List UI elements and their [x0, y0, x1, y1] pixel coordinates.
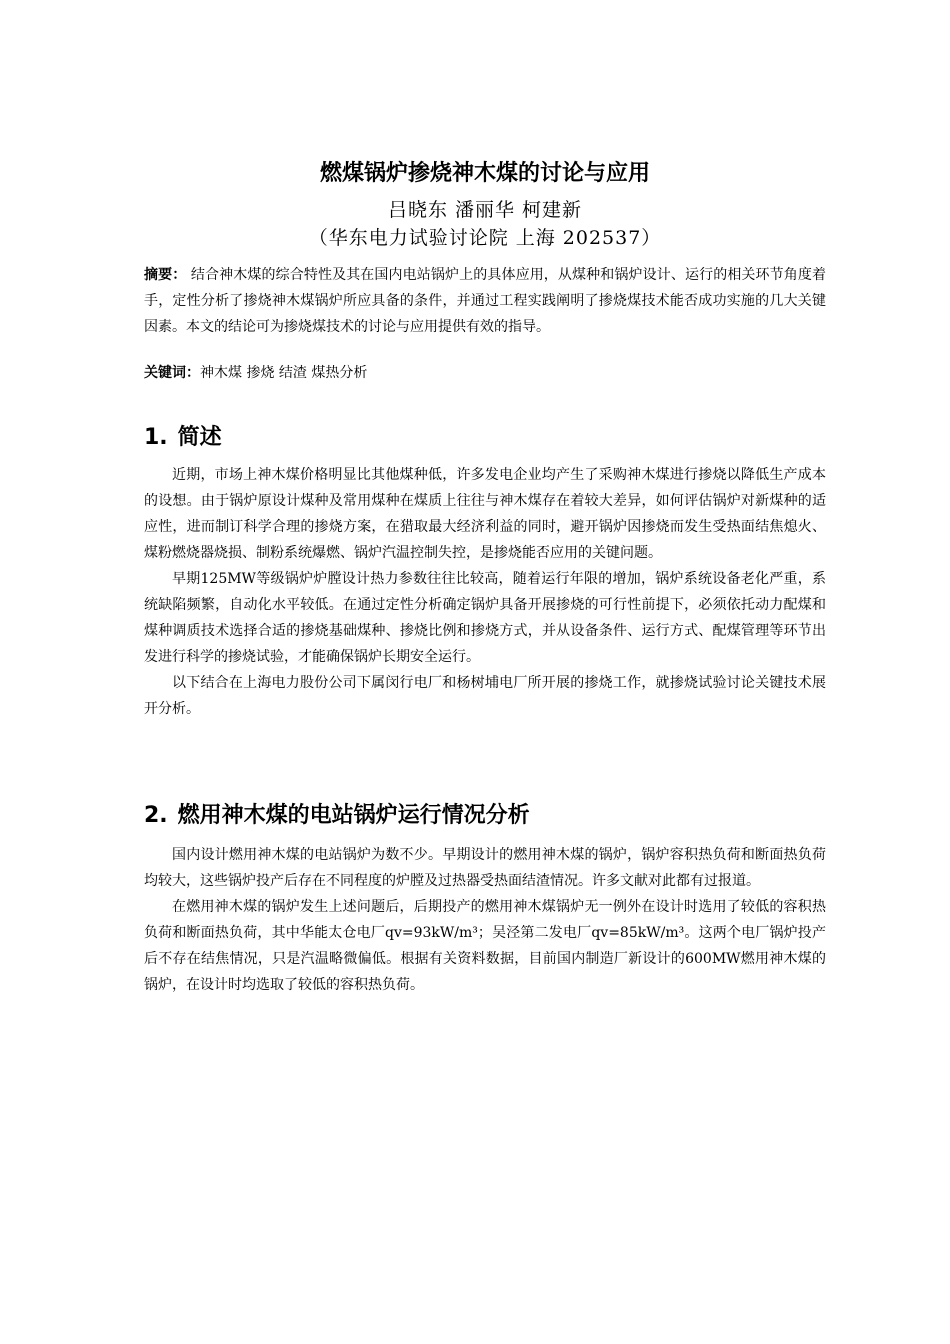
section-2-paragraph-1: 国内设计燃用神木煤的电站锅炉为数不少。早期设计的燃用神木煤的锅炉，锅炉容积热负荷和断面热负荷均较大，这些锅炉投产后存在不同程度的炉膛及过热器受热面结渣情况。许多文献对此都有过报道。 — [144, 847, 826, 889]
abstract-text: 结合神木煤的综合特性及其在国内电站锅炉上的具体应用，从煤种和锅炉设计、运行的相关环节角度着手，定性分析了掺烧神木煤锅炉所应具备的条件，并通过工程实践阐明了掺烧煤技术能否成功实施的几大关键因素。本文的结论可为掺烧煤技术的讨论与应用提供有效的指导。 — [144, 267, 827, 335]
section-1-body — [144, 462, 826, 722]
paper-title: 燃煤锅炉掺烧神木煤的讨论与应用 — [319, 161, 650, 186]
section-1-number: 1. — [144, 425, 168, 450]
abstract — [144, 262, 826, 340]
paper-authors: 吕晓东 潘丽华 柯建新 — [387, 199, 583, 221]
section-1-paragraph-2: 早期125MW等级锅炉炉膛设计热力参数往往比较高，随着运行年限的增加，锅炉系统设备老化严重，系统缺陷频繁，自动化水平较低。在通过定性分析确定锅炉具备开展掺烧的可行性前提下，必须依托动力配煤和煤种调质技术选择合适的掺烧基础煤种、掺烧比例和掺烧方式，并从设备条件、运行方式、配煤管理等环节出发进行科学的掺烧试验，才能确保锅炉长期安全运行。 — [144, 571, 826, 665]
section-2-body — [144, 842, 826, 998]
section-1-title: 简述 — [177, 425, 222, 450]
keywords — [144, 360, 826, 386]
section-1-paragraph-3: 以下结合在上海电力股份公司下属闵行电厂和杨树埔电厂所开展的掺烧工作，就掺烧试验讨论关键技术展开分析。 — [144, 675, 826, 717]
section-2-paragraph-2: 在燃用神木煤的锅炉发生上述问题后，后期投产的燃用神木煤锅炉无一例外在设计时选用了较低的容积热负荷和断面热负荷，其中华能太仓电厂qv=93kW/m³；吴泾第二发电厂qv=85kW/m³。这两个电厂锅炉投产后不存在结焦情况，只是汽温略微偏低。根据有关资料数据，目前国内制造厂新设计的600MW燃用神木煤的锅炉，在设计时均选取了较低的容积热负荷。 — [144, 899, 826, 993]
section-2-number: 2. — [144, 803, 168, 828]
paper-affiliation: （华东电力试验讨论院 上海 202537） — [308, 227, 662, 249]
keywords-text: 神木煤 掺烧 结渣 煤热分析 — [200, 365, 368, 381]
section-1-heading — [144, 422, 826, 454]
abstract-label: 摘要： — [144, 267, 187, 283]
section-2-title: 燃用神木煤的电站锅炉运行情况分析 — [177, 803, 530, 828]
section-1-paragraph-1: 近期，市场上神木煤价格明显比其他煤种低，许多发电企业均产生了采购神木煤进行掺烧以降低生产成本的设想。由于锅炉原设计煤种及常用煤种在煤质上往往与神木煤存在着较大差异，如何评估锅炉对新煤种的适应性，进而制订科学合理的掺烧方案，在猎取最大经济利益的同时，避开锅炉因掺烧而发生受热面结焦熄火、煤粉燃烧器烧损、制粉系统爆燃、锅炉汽温控制失控，是掺烧能否应用的关键问题。 — [144, 467, 826, 561]
section-2-heading — [144, 800, 826, 832]
keywords-label: 关键词： — [144, 365, 200, 381]
